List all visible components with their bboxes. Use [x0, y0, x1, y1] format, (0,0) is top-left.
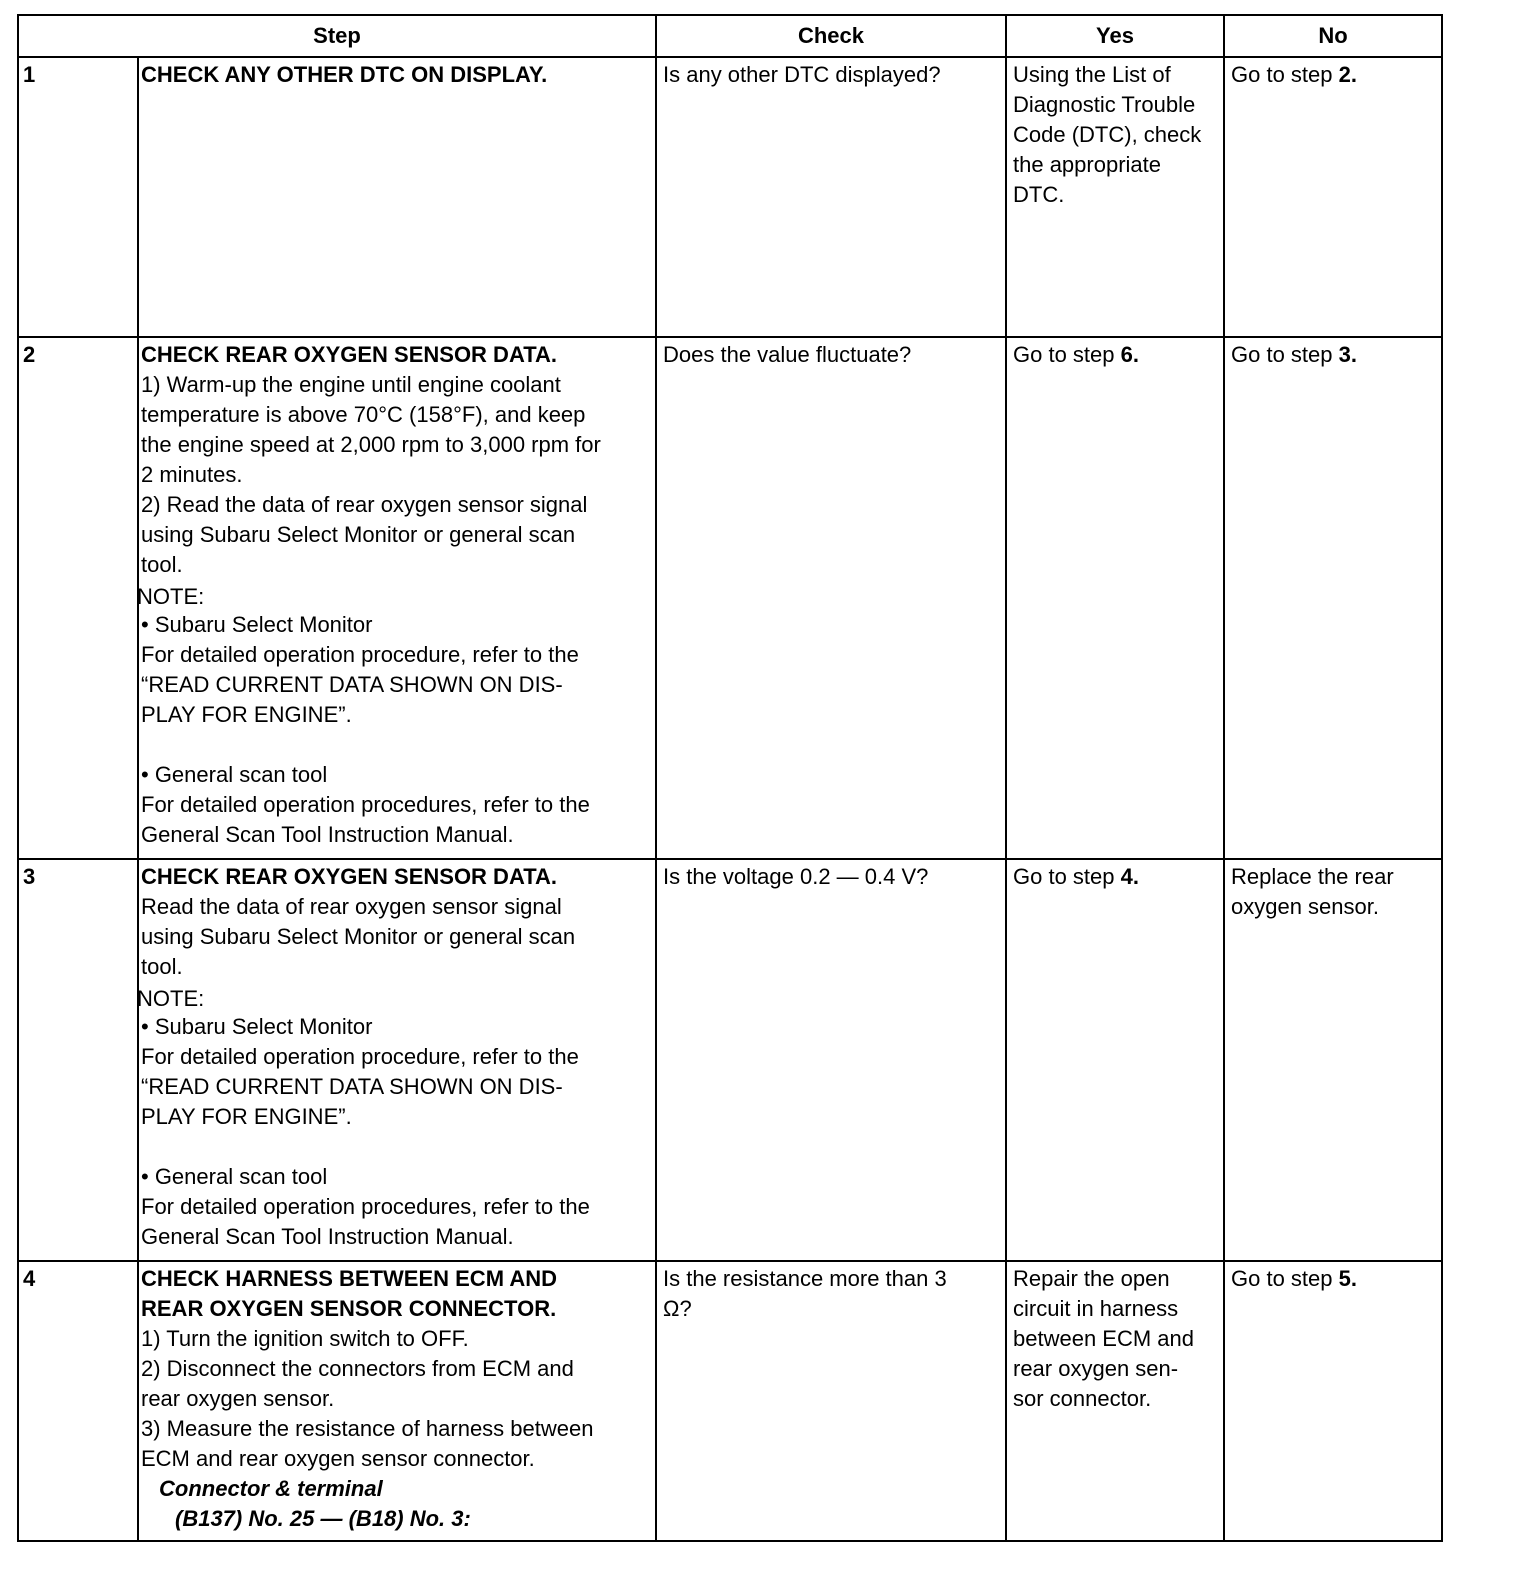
yes-line: rear oxygen sen-	[1013, 1356, 1179, 1381]
step-line: 2) Disconnect the connectors from ECM and	[141, 1356, 574, 1381]
yes-line: sor connector.	[1013, 1386, 1152, 1411]
no-line: Replace the rear	[1231, 864, 1394, 889]
yes-text: Go to step	[1013, 864, 1121, 889]
step-line: 2 minutes.	[141, 462, 243, 487]
spacer	[141, 730, 647, 760]
yes-line: the appropriate	[1013, 152, 1161, 177]
note-bullet: • General scan tool	[141, 762, 328, 787]
yes-action	[1006, 57, 1224, 337]
check-question: Is any other DTC displayed?	[656, 57, 1006, 337]
step-description	[138, 337, 656, 859]
note-line: PLAY FOR ENGINE”.	[141, 702, 352, 727]
step-line: 1) Turn the ignition switch to OFF.	[141, 1326, 469, 1351]
yes-line: Repair the open	[1013, 1266, 1170, 1291]
step-title: CHECK HARNESS BETWEEN ECM AND	[141, 1266, 557, 1291]
no-action	[1224, 859, 1442, 1261]
check-question: Does the value fluctuate?	[656, 337, 1006, 859]
note-line: For detailed operation procedure, refer to the	[141, 1044, 579, 1069]
note-line: “READ CURRENT DATA SHOWN ON DIS-	[141, 1074, 563, 1099]
note-line: PLAY FOR ENGINE”.	[141, 1104, 352, 1129]
no-action	[1224, 57, 1442, 337]
table-row	[18, 337, 1442, 859]
table-row	[18, 1261, 1442, 1541]
check-line: Is the resistance more than 3	[663, 1266, 947, 1291]
note-line: General Scan Tool Instruction Manual.	[141, 1224, 514, 1249]
note-line: “READ CURRENT DATA SHOWN ON DIS-	[141, 672, 563, 697]
step-description	[138, 859, 656, 1261]
step-number: 4	[18, 1261, 138, 1541]
note-bullet: • Subaru Select Monitor	[141, 1014, 373, 1039]
step-title: REAR OXYGEN SENSOR CONNECTOR.	[141, 1296, 557, 1321]
step-line: ECM and rear oxygen sensor connector.	[141, 1446, 535, 1471]
step-description	[138, 57, 656, 337]
step-title: CHECK REAR OXYGEN SENSOR DATA.	[141, 864, 558, 889]
yes-line: Using the List of	[1013, 62, 1171, 87]
step-title: CHECK ANY OTHER DTC ON DISPLAY.	[141, 62, 548, 87]
check-question: Is the voltage 0.2 — 0.4 V?	[656, 859, 1006, 1261]
header-no: No	[1224, 15, 1442, 57]
yes-line: Code (DTC), check	[1013, 122, 1202, 147]
check-line: Ω?	[663, 1296, 692, 1321]
step-line: using Subaru Select Monitor or general scan	[141, 522, 576, 547]
step-line: the engine speed at 2,000 rpm to 3,000 rpm for	[141, 432, 601, 457]
no-text: Go to step	[1231, 1266, 1339, 1291]
step-line: tool.	[141, 552, 183, 577]
header-yes: Yes	[1006, 15, 1224, 57]
step-line: rear oxygen sensor.	[141, 1386, 335, 1411]
spacer	[141, 1132, 647, 1162]
yes-step-ref: 6.	[1120, 342, 1139, 367]
check-question	[656, 1261, 1006, 1541]
step-line: 2) Read the data of rear oxygen sensor signal	[141, 492, 588, 517]
step-description	[138, 1261, 656, 1541]
step-number: 1	[18, 57, 138, 337]
note-line: For detailed operation procedures, refer to the	[141, 792, 590, 817]
yes-text: Go to step	[1013, 342, 1121, 367]
yes-action	[1006, 337, 1224, 859]
diagnostic-table	[17, 14, 1443, 1542]
step-line: using Subaru Select Monitor or general scan	[141, 924, 576, 949]
step-line: tool.	[141, 954, 183, 979]
note-line: For detailed operation procedure, refer to the	[141, 642, 579, 667]
header-step: Step	[18, 15, 656, 57]
yes-line: between ECM and	[1013, 1326, 1194, 1351]
connector-label: Connector & terminal	[159, 1476, 383, 1501]
yes-step-ref: 4.	[1120, 864, 1139, 889]
step-line: temperature is above 70°C (158°F), and keep	[141, 402, 586, 427]
no-step-ref: 3.	[1338, 342, 1357, 367]
step-number: 2	[18, 337, 138, 859]
table-row	[18, 57, 1442, 337]
yes-line: circuit in harness	[1013, 1296, 1179, 1321]
yes-line: DTC.	[1013, 182, 1065, 207]
step-number: 3	[18, 859, 138, 1261]
note-label: NOTE:	[137, 986, 205, 1011]
table-header-row	[18, 15, 1442, 57]
note-bullet: • Subaru Select Monitor	[141, 612, 373, 637]
step-line: 3) Measure the resistance of harness between	[141, 1416, 594, 1441]
note-line: For detailed operation procedures, refer to the	[141, 1194, 590, 1219]
step-title: CHECK REAR OXYGEN SENSOR DATA.	[141, 342, 558, 367]
table-row	[18, 859, 1442, 1261]
no-action	[1224, 1261, 1442, 1541]
no-step-ref: 2.	[1338, 62, 1357, 87]
note-line: General Scan Tool Instruction Manual.	[141, 822, 514, 847]
step-line: 1) Warm-up the engine until engine coolant	[141, 372, 561, 397]
no-step-ref: 5.	[1338, 1266, 1357, 1291]
no-action	[1224, 337, 1442, 859]
yes-action	[1006, 1261, 1224, 1541]
note-bullet: • General scan tool	[141, 1164, 328, 1189]
step-line: Read the data of rear oxygen sensor signal	[141, 894, 562, 919]
no-text: Go to step	[1231, 342, 1339, 367]
yes-action	[1006, 859, 1224, 1261]
no-text: Go to step	[1231, 62, 1339, 87]
note-label: NOTE:	[137, 584, 205, 609]
yes-line: Diagnostic Trouble	[1013, 92, 1196, 117]
header-check: Check	[656, 15, 1006, 57]
connector-value: (B137) No. 25 — (B18) No. 3:	[175, 1506, 471, 1531]
no-line: oxygen sensor.	[1231, 894, 1379, 919]
